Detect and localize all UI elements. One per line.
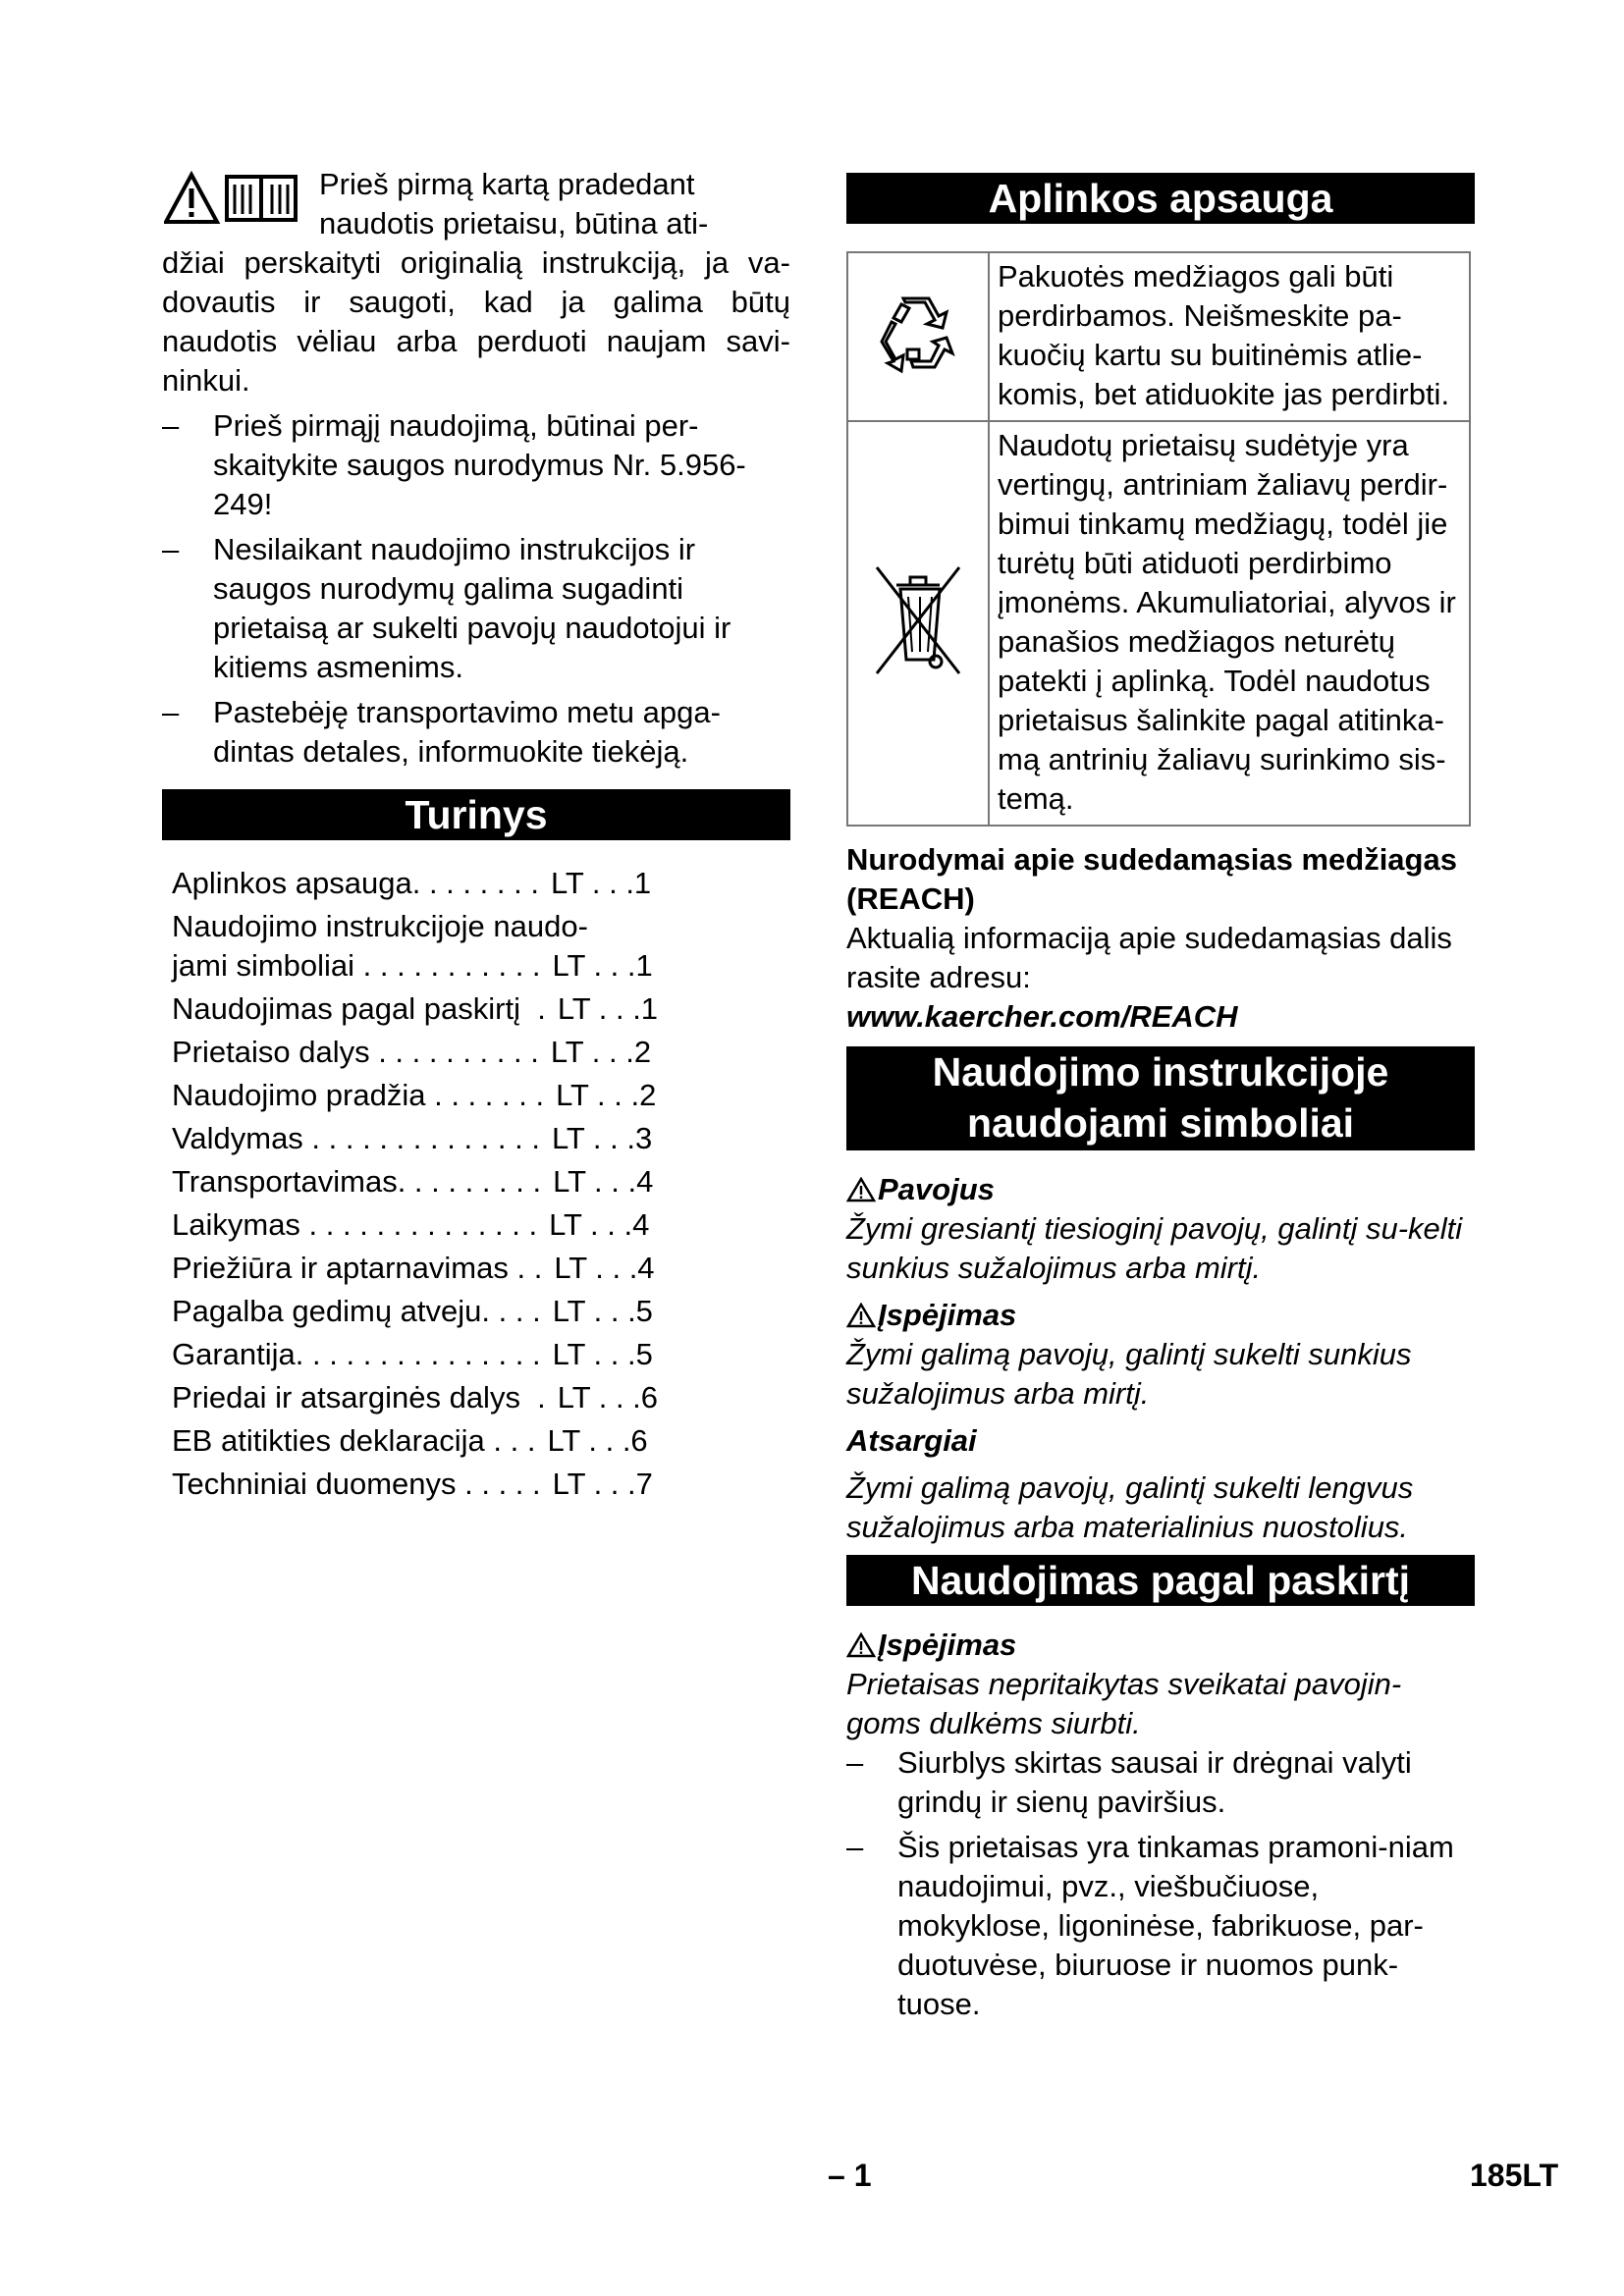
- toc-entry: [172, 1292, 790, 1331]
- toc-entry-title: Laikymas: [172, 1207, 300, 1242]
- toc-entry-page: LT . . .5: [552, 1337, 653, 1371]
- intro-text-rest: džiai perskaityti originalią instrukciją, ja va-dovautis ir saugoti, kad ja galima būtų naudotis vėliau arba perduoti naujam savi-ninkui.: [162, 245, 790, 398]
- recycling-icon-cell: [847, 252, 989, 421]
- toc-entry-page: LT . . .6: [547, 1423, 648, 1458]
- environment-table: [846, 251, 1471, 827]
- toc-entry-title: Naudojimas pagal paskirtį: [172, 991, 520, 1026]
- symbols-heading-line2: naudojami simboliai: [966, 1100, 1355, 1146]
- page-code: 185LT: [1470, 2158, 1559, 2193]
- danger-label: Pavojus: [878, 1172, 995, 1206]
- danger-text: Žymi gresiantį tiesioginį pavojų, galintį su-kelti sunkius sužalojimus arba mirtį.: [846, 1211, 1463, 1285]
- dash: –: [846, 1745, 864, 1780]
- toc-entry-leader: . . . . . . . . .: [397, 1164, 542, 1199]
- intended-use-item-2-text: Šis prietaisas yra tinkamas pramoni-niam naudojimui, pvz., viešbučiuose, mokyklose, ligoninėse, fabrikuose, par-duotuvėse, biuruose ir nuomos punk-tuose.: [897, 1830, 1454, 2021]
- intro-text-line1: Prieš pirmą kartą pradedant: [319, 167, 695, 201]
- toc-entry-leader: . . . . . . . . . . . . . .: [302, 1121, 540, 1155]
- toc-entry-page: LT . . .4: [553, 1164, 654, 1199]
- toc-entry-title: EB atitikties deklaracija: [172, 1423, 485, 1458]
- environment-row-disposal-text: Naudotų prietaisų sudėtyje yra vertingų, antriniam žaliavų perdir-bimui tinkamų medžiagų, todėl jie turėtų būti atiduoti perdirbimo įmonėms. Akumuliatoriai, alyvos ir panašios medžiagos neturėtų patekti į aplinką. Todėl naudotus prietaisus šalinkite pagal atitinka-mą antrinių žaliavų surinkimo sis-temą.: [989, 421, 1470, 826]
- left-column: [162, 165, 790, 1508]
- dash: –: [846, 1830, 864, 1864]
- manual-book-icon: [227, 177, 296, 220]
- toc-entry-page: LT . . .3: [551, 1121, 653, 1155]
- toc-entry: [172, 1465, 790, 1504]
- intended-use-warning-text: Prietaisas nepritaikytas sveikatai pavojin-goms dulkėms siurbti.: [846, 1667, 1402, 1740]
- dash: –: [162, 695, 180, 729]
- intro-item-1: [162, 406, 790, 524]
- warning-and-manual-icons: [164, 171, 301, 226]
- caution-label: Atsargiai: [846, 1423, 977, 1458]
- toc-entry: [172, 1335, 790, 1374]
- toc-entry-page: LT . . .2: [550, 1035, 652, 1069]
- toc-entry-title: Transportavimas: [172, 1164, 398, 1199]
- intro-item-1-text: Prieš pirmąjį naudojimą, būtinai per-skaitykite saugos nurodymus Nr. 5.956-249!: [213, 408, 746, 521]
- toc-entry: [172, 1249, 790, 1288]
- warning-label: Įspėjimas: [878, 1298, 1017, 1332]
- toc-entry: [172, 864, 790, 903]
- toc-entry-leader: . . . . .: [456, 1467, 541, 1501]
- intro-item-2: [162, 530, 790, 687]
- toc-entry-title: Naudojimo instrukcijoje naudo-: [172, 909, 588, 943]
- toc-entry: [172, 1421, 790, 1461]
- environment-heading: Aplinkos apsauga: [846, 173, 1475, 224]
- toc-entry-title: Priedai ir atsarginės dalys: [172, 1380, 520, 1415]
- symbols-heading-line1: Naudojimo instrukcijoje: [932, 1049, 1389, 1095]
- intro-item-3-text: Pastebėję transportavimo metu apga-dintas detales, informuokite tiekėją.: [213, 695, 721, 769]
- warning-label-row: [846, 1296, 1475, 1335]
- toc-entry: [172, 946, 790, 986]
- toc-entry: [172, 1205, 790, 1245]
- crossed-out-bin-icon-cell: [847, 421, 989, 826]
- toc-entry: [172, 1378, 790, 1417]
- intended-use-item-1: [846, 1743, 1475, 1822]
- toc-entry-leader: . . . . . . . . . . . . . .: [299, 1207, 538, 1242]
- toc-entry-leader: .: [519, 1380, 546, 1415]
- intro-item-3: [162, 693, 790, 772]
- toc-entry-title: Priežiūra ir aptarnavimas: [172, 1251, 509, 1285]
- toc-entry-page: LT . . .4: [549, 1207, 650, 1242]
- toc-entry: [172, 989, 790, 1029]
- environment-row-recycling: [847, 252, 1470, 421]
- intended-use-item-2: [846, 1828, 1475, 2024]
- toc-entry: [172, 907, 790, 946]
- right-column: [846, 173, 1475, 2024]
- toc-entry-title: jami simboliai: [172, 948, 355, 983]
- toc-entry: [172, 1033, 790, 1072]
- toc-entry-title: Techniniai duomenys: [172, 1467, 457, 1501]
- warning-text: Žymi galimą pavojų, galintį sukelti sunkius sužalojimus arba mirtį.: [846, 1337, 1412, 1411]
- toc-entry: [172, 1119, 790, 1158]
- toc-entry-page: LT . . .4: [554, 1251, 655, 1285]
- toc-entry-page: LT . . .7: [552, 1467, 653, 1501]
- toc-entry-page: LT . . .5: [552, 1294, 653, 1328]
- dash: –: [162, 408, 180, 443]
- toc-entry-leader: . . . . . . . . . .: [369, 1035, 539, 1069]
- toc-entry-title: Aplinkos apsauga: [172, 866, 412, 900]
- table-of-contents: [162, 864, 790, 1504]
- dash: –: [162, 532, 180, 566]
- intended-use-item-1-text: Siurblys skirtas sausai ir drėgnai valyti grindų ir sienų paviršius.: [897, 1745, 1412, 1819]
- toc-entry-leader: . . . . . . . .: [411, 866, 539, 900]
- intended-use-heading: Naudojimas pagal paskirtį: [846, 1555, 1475, 1606]
- toc-entry-title: Naudojimo pradžia: [172, 1078, 426, 1112]
- reach-text: Aktualią informaciją apie sudedamąsias dalis rasite adresu:: [846, 921, 1452, 994]
- toc-entry-page: LT . . .1: [552, 948, 653, 983]
- toc-entry: [172, 1162, 790, 1201]
- toc-entry-page: LT . . .1: [550, 866, 652, 900]
- toc-entry-leader: . . .: [484, 1423, 536, 1458]
- environment-row-disposal: [847, 421, 1470, 826]
- warning-triangle-icon: [846, 1177, 876, 1202]
- toc-entry-title: Valdymas: [172, 1121, 303, 1155]
- toc-entry-title: Pagalba gedimų atveju: [172, 1294, 482, 1328]
- toc-entry-leader: . . . . . . .: [425, 1078, 545, 1112]
- toc-entry: [172, 1076, 790, 1115]
- contents-heading: Turinys: [162, 789, 790, 840]
- reach-title: Nurodymai apie sudedamąsias medžiagas (REACH): [846, 842, 1457, 916]
- toc-entry-leader: . . . .: [481, 1294, 541, 1328]
- recycling-icon: [874, 291, 962, 379]
- toc-entry-title: Garantija: [172, 1337, 296, 1371]
- crossed-out-bin-icon: [869, 558, 967, 685]
- warning-triangle-icon: [846, 1303, 876, 1328]
- intro-item-2-text: Nesilaikant naudojimo instrukcijos ir saugos nurodymų galima sugadinti prietaisą ar sukelti pavojų naudotojui ir kitiems asmenims.: [213, 532, 731, 684]
- toc-entry-page: LT . . .1: [557, 991, 659, 1026]
- toc-entry-leader: . .: [508, 1251, 543, 1285]
- toc-entry-leader: . . . . . . . . . . .: [354, 948, 541, 983]
- intro-section: [162, 165, 790, 772]
- intro-text-line2: naudotis prietaisu, būtina ati-: [319, 206, 709, 240]
- page-number: – 1: [828, 2158, 872, 2193]
- danger-label-row: [846, 1170, 1475, 1209]
- warning-triangle-icon: [846, 1632, 876, 1658]
- toc-entry-page: LT . . .2: [556, 1078, 657, 1112]
- symbols-heading: [846, 1046, 1475, 1150]
- environment-row-recycling-text: Pakuotės medžiagos gali būti perdirbamos. Neišmeskite pa-kuočių kartu su buitinėmis atlie-komis, bet atiduokite jas perdirbti.: [989, 252, 1470, 421]
- intended-use-warning-label: Įspėjimas: [878, 1628, 1017, 1662]
- intended-use-warning-row: [846, 1626, 1475, 1665]
- caution-text: Žymi galimą pavojų, galintį sukelti lengvus sužalojimus arba materialinius nuostolius.: [846, 1470, 1414, 1544]
- toc-entry-title: Prietaiso dalys: [172, 1035, 370, 1069]
- toc-entry-page: LT . . .6: [557, 1380, 659, 1415]
- warning-triangle-icon: [166, 175, 217, 222]
- toc-entry-leader: . . . . . . . . . . . . . . .: [295, 1337, 541, 1371]
- reach-url[interactable]: www.kaercher.com/REACH: [846, 999, 1238, 1034]
- toc-entry-leader: .: [519, 991, 546, 1026]
